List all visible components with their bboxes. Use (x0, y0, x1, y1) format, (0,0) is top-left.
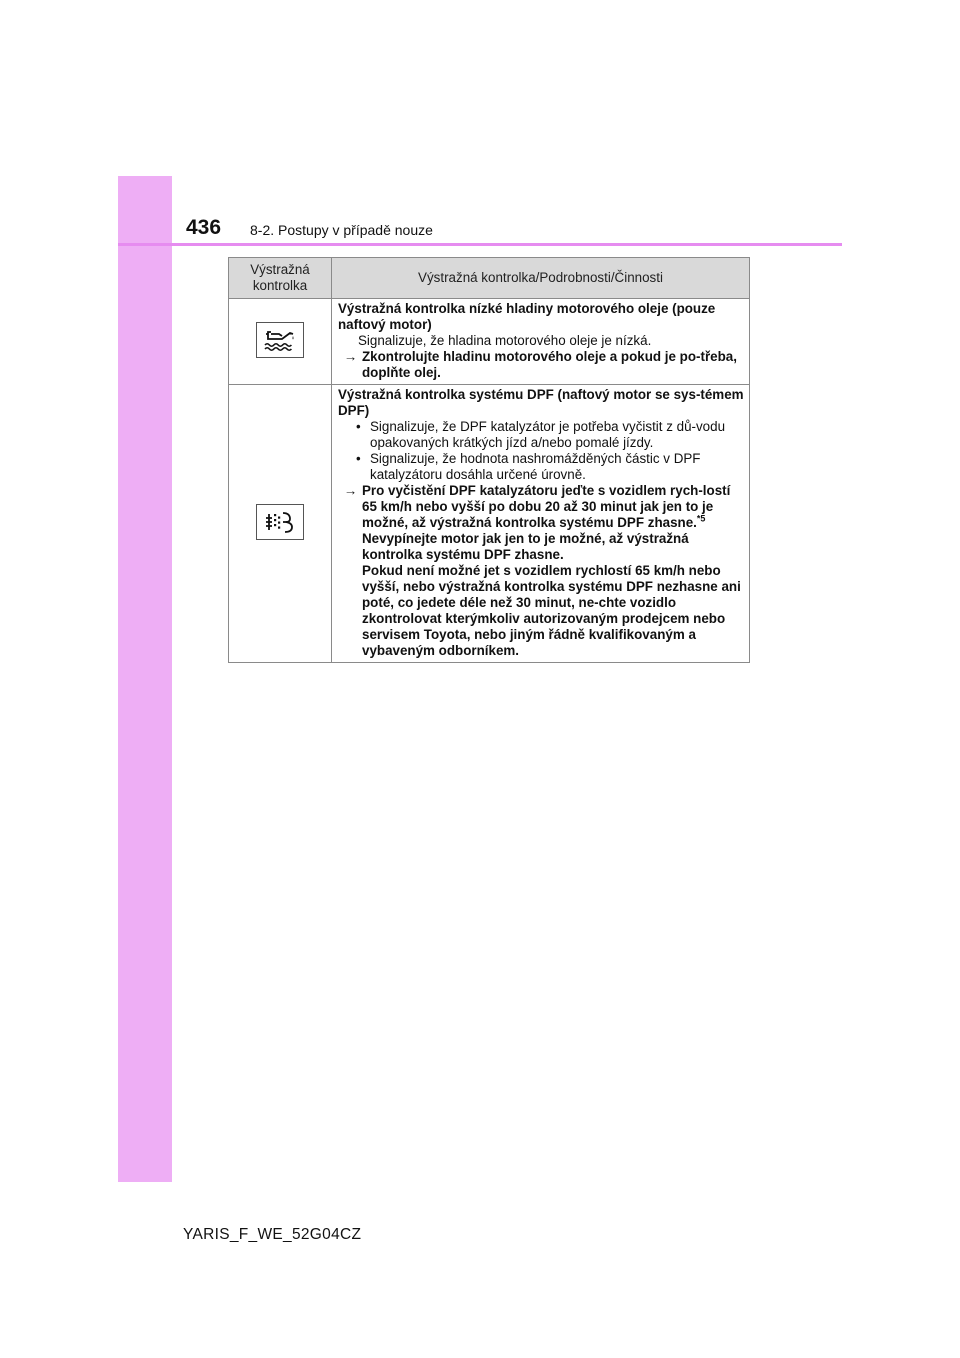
header-rule (118, 243, 842, 246)
section-title: 8-2. Postupy v případě nouze (250, 222, 433, 238)
action-text: Pro vyčistění DPF katalyzátoru jeďte s vozidlem rych-lostí 65 km/h nebo vyšší po dobu 20 až 30 minut jak jen to je možné, až výstražná kontrolka systému DPF zhasne. (362, 483, 731, 530)
arrow-right-icon: → (344, 483, 358, 498)
description-cell (332, 385, 750, 663)
action-line (338, 483, 745, 659)
note-text: Nevypínejte motor jak jen to je možné, až výstražná kontrolka systému DPF zhasne. (362, 531, 689, 562)
chapter-side-tab (118, 176, 172, 1182)
bullet-icon: • (356, 419, 361, 434)
table-header-row (229, 258, 750, 299)
list-item (338, 451, 745, 483)
low-engine-oil-level-icon (256, 322, 304, 358)
column-header-detail: Výstražná kontrolka/Podrobnosti/Činnosti (332, 258, 750, 299)
table-row (229, 299, 750, 385)
bullet-icon: • (356, 451, 361, 466)
warning-title: Výstražná kontrolka systému DPF (naftový motor se sys-témem DPF) (338, 387, 744, 418)
column-header-light: Výstražná kontrolka (229, 258, 332, 299)
icon-cell (229, 385, 332, 663)
warning-light-table (228, 257, 750, 663)
action-line (338, 349, 745, 381)
page-number: 436 (186, 216, 222, 239)
signal-text: Signalizuje, že hladina motorového oleje je nízká. (358, 333, 652, 348)
dpf-system-icon (256, 504, 304, 540)
icon-cell (229, 299, 332, 385)
bullet-text: Signalizuje, že hodnota nashromážděných částic v DPF katalyzátoru dosáhla určené úrovně. (370, 451, 701, 482)
action-text: Zkontrolujte hladinu motorového oleje a pokud je po-třeba, doplňte olej. (362, 349, 737, 380)
description-cell (332, 299, 750, 385)
warning-title: Výstražná kontrolka nízké hladiny motorového oleje (pouze naftový motor) (338, 301, 716, 332)
document-code: YARIS_F_WE_52G04CZ (183, 1226, 362, 1243)
list-item (338, 419, 745, 451)
footnote-mark: *5 (696, 513, 706, 524)
note-text: Pokud není možné jet s vozidlem rychlostí 65 km/h nebo vyšší, nebo výstražná kontrolka systému DPF nezhasne ani poté, co jedete déle než 30 minut, ne-chte vozidlo zkontrolovat kterýmkoliv autorizovaným prodejcem nebo servisem Toyota, nebo jiným řádně kvalifikovaným a vybaveným odborníkem. (362, 563, 741, 658)
arrow-right-icon: → (344, 349, 358, 364)
table-row (229, 385, 750, 663)
bullet-text: Signalizuje, že DPF katalyzátor je potřeba vyčistit z dů-vodu opakovaných krátkých jízd a/nebo pomalé jízdy. (370, 419, 726, 450)
